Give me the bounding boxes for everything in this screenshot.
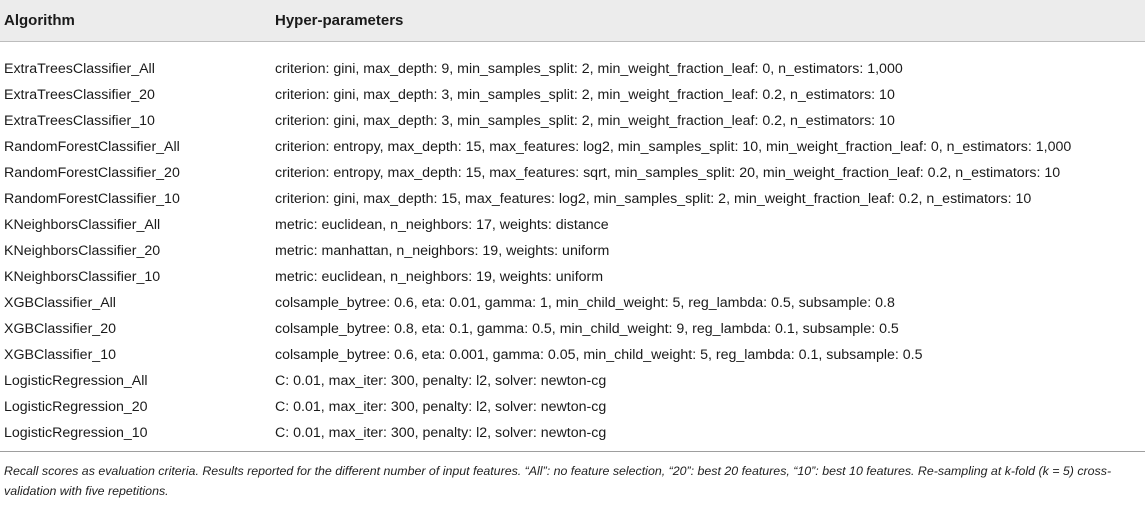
algorithm-cell: RandomForestClassifier_20 [4, 165, 180, 181]
algorithm-cell: RandomForestClassifier_All [4, 139, 180, 155]
table-row [0, 56, 1145, 82]
params-cell: C: 0.01, max_iter: 300, penalty: l2, solver: newton-cg [275, 425, 607, 441]
table-row [0, 238, 1145, 264]
params-cell: criterion: gini, max_depth: 3, min_samples_split: 2, min_weight_fraction_leaf: 0.2, n_estimators: 10 [275, 87, 895, 103]
algorithm-cell: XGBClassifier_All [4, 295, 116, 311]
params-cell: metric: manhattan, n_neighbors: 19, weights: uniform [275, 243, 610, 259]
table-row [0, 108, 1145, 134]
params-cell: criterion: gini, max_depth: 15, max_features: log2, min_samples_split: 2, min_weight_fraction_leaf: 0.2, n_estimators: 10 [275, 191, 1032, 207]
table-bottom-rule [0, 451, 1145, 452]
algorithm-cell: ExtraTreesClassifier_20 [4, 87, 155, 103]
algorithm-cell: KNeighborsClassifier_20 [4, 243, 161, 259]
algorithm-cell: XGBClassifier_20 [4, 321, 116, 337]
table-row [0, 368, 1145, 394]
table-row [0, 420, 1145, 446]
params-cell: colsample_bytree: 0.8, eta: 0.1, gamma: 0.5, min_child_weight: 9, reg_lambda: 0.1, subsample: 0.5 [275, 321, 899, 337]
params-cell: C: 0.01, max_iter: 300, penalty: l2, solver: newton-cg [275, 373, 607, 389]
params-cell: criterion: gini, max_depth: 9, min_samples_split: 2, min_weight_fraction_leaf: 0, n_estimators: 1,000 [275, 61, 903, 77]
algorithm-cell: ExtraTreesClassifier_10 [4, 113, 155, 129]
params-cell: colsample_bytree: 0.6, eta: 0.01, gamma: 1, min_child_weight: 5, reg_lambda: 0.5, subsample: 0.8 [275, 295, 895, 311]
algorithm-cell: RandomForestClassifier_10 [4, 191, 180, 207]
algorithm-cell: LogisticRegression_All [4, 373, 148, 389]
params-cell: criterion: entropy, max_depth: 15, max_features: sqrt, min_samples_split: 20, min_weight_fraction_leaf: 0.2, n_estimators: 10 [275, 165, 1061, 181]
params-cell: C: 0.01, max_iter: 300, penalty: l2, solver: newton-cg [275, 399, 607, 415]
table-row [0, 342, 1145, 368]
params-cell: colsample_bytree: 0.6, eta: 0.001, gamma: 0.05, min_child_weight: 5, reg_lambda: 0.1, subsample: 0.5 [275, 347, 923, 363]
table-footnote: Recall scores as evaluation criteria. Results reported for the different number of input features. “All”: no feature selection, “20”: best 20 features, “10”: best 10 features. Re-sampling at k-fold (k = 5) cross-validation with five repetitions. [4, 464, 1112, 498]
table-row [0, 134, 1145, 160]
algorithm-cell: ExtraTreesClassifier_All [4, 61, 155, 77]
header-algorithm: Algorithm [4, 12, 75, 29]
params-cell: metric: euclidean, n_neighbors: 19, weights: uniform [275, 269, 604, 285]
table-row [0, 316, 1145, 342]
table-row [0, 160, 1145, 186]
params-cell: metric: euclidean, n_neighbors: 17, weights: distance [275, 217, 609, 233]
table-row [0, 212, 1145, 238]
algorithm-cell: XGBClassifier_10 [4, 347, 116, 363]
params-cell: criterion: entropy, max_depth: 15, max_features: log2, min_samples_split: 10, min_weight_fraction_leaf: 0, n_estimators: 1,000 [275, 139, 1072, 155]
table-row [0, 290, 1145, 316]
algorithm-cell: KNeighborsClassifier_10 [4, 269, 161, 285]
algorithm-cell: KNeighborsClassifier_All [4, 217, 161, 233]
params-cell: criterion: gini, max_depth: 3, min_samples_split: 2, min_weight_fraction_leaf: 0.2, n_estimators: 10 [275, 113, 895, 129]
table-row [0, 82, 1145, 108]
algorithm-cell: LogisticRegression_10 [4, 425, 148, 441]
algorithm-cell: LogisticRegression_20 [4, 399, 148, 415]
table-body [0, 43, 1145, 446]
table-row [0, 186, 1145, 212]
header-hyperparameters: Hyper-parameters [275, 12, 404, 29]
table-header [0, 0, 1145, 42]
table-row [0, 264, 1145, 290]
table-row [0, 394, 1145, 420]
